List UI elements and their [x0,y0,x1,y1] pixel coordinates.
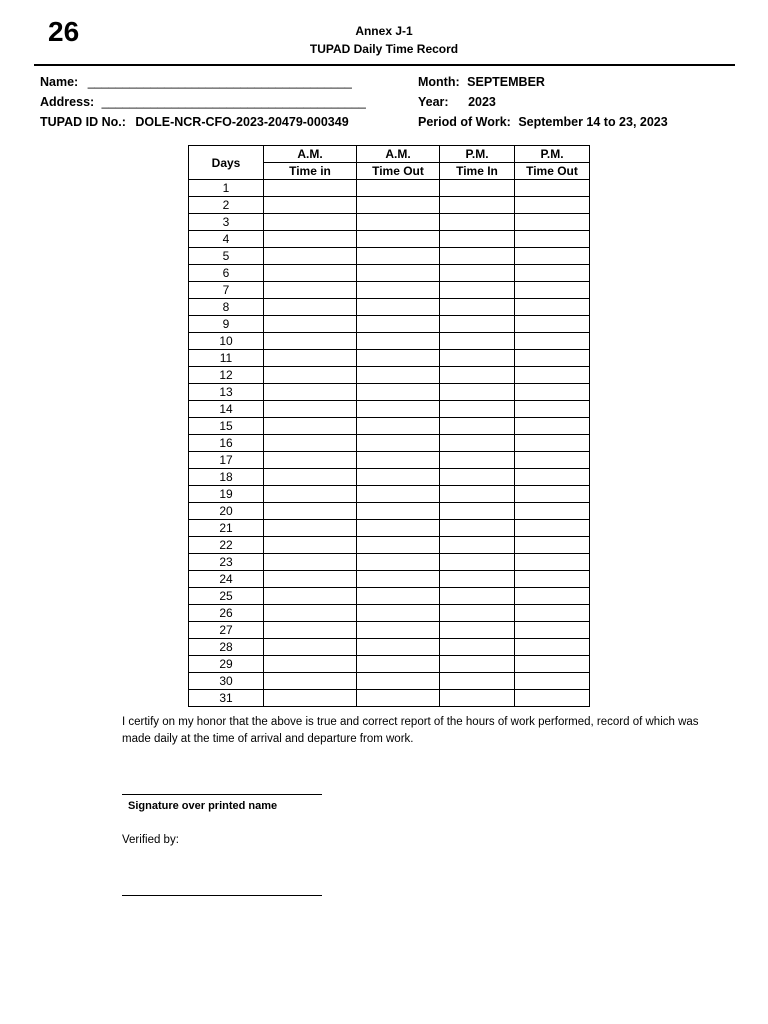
table-row [189,554,590,571]
year-row [418,95,496,109]
pm-time-in-cell[interactable] [440,248,515,265]
pm-time-in-cell[interactable] [440,690,515,707]
am-time-in-cell[interactable] [264,690,357,707]
am-time-in-cell[interactable] [264,469,357,486]
am-time-in-cell[interactable] [264,503,357,520]
am-time-in-cell[interactable] [264,316,357,333]
am-time-in-cell[interactable] [264,350,357,367]
am-time-in-cell[interactable] [264,265,357,282]
pm-time-in-cell[interactable] [440,656,515,673]
pm-time-out-cell[interactable] [515,503,590,520]
am-time-out-cell[interactable] [357,316,440,333]
pm-time-in-cell[interactable] [440,401,515,418]
tupad-id-label: TUPAD ID No.: [40,115,126,129]
am-time-out-cell[interactable] [357,214,440,231]
day-number: 22 [189,537,264,554]
table-row [189,418,590,435]
pm-time-in-cell[interactable] [440,231,515,248]
table-row [189,452,590,469]
name-label: Name: [40,75,79,89]
am-time-in-cell[interactable] [264,673,357,690]
day-number: 15 [189,418,264,435]
day-number: 5 [189,248,264,265]
pm-time-out-cell[interactable] [515,469,590,486]
table-row [189,622,590,639]
pm-time-out-cell[interactable] [515,384,590,401]
day-number: 6 [189,265,264,282]
address-line: ______________________________________ [101,95,366,109]
day-number: 12 [189,367,264,384]
pm-time-out-cell[interactable] [515,639,590,656]
annex-label: Annex J-1 [355,24,413,38]
year-label: Year: [418,95,449,109]
am-time-in-cell[interactable] [264,537,357,554]
am-time-out-cell[interactable] [357,639,440,656]
pm-time-out-cell[interactable] [515,486,590,503]
pm-time-in-cell[interactable] [440,282,515,299]
address-label: Address: [40,95,95,109]
pm-time-out-cell[interactable] [515,316,590,333]
table-row [189,197,590,214]
table-row [189,333,590,350]
pm-time-in-cell[interactable] [440,622,515,639]
pm-time-in-cell[interactable] [440,180,515,197]
am-time-in-cell[interactable] [264,656,357,673]
table-row [189,299,590,316]
table-row [189,690,590,707]
pm-time-in-cell[interactable] [440,673,515,690]
pm-time-in-cell[interactable] [440,469,515,486]
table-row [189,656,590,673]
table-row [189,231,590,248]
pm-time-out-cell[interactable] [515,214,590,231]
pm-time-out-cell[interactable] [515,452,590,469]
days-header: Days [189,146,264,180]
tupad-id-value: DOLE-NCR-CFO-2023-20479-000349 [135,115,349,129]
month-row [418,75,545,89]
pm-time-out-cell[interactable] [515,401,590,418]
am-time-in-cell[interactable] [264,384,357,401]
pm-header: P.M. [515,146,590,163]
month-value: SEPTEMBER [467,75,545,89]
day-number: 13 [189,384,264,401]
pm-time-out-cell[interactable] [515,248,590,265]
am-time-out-cell[interactable] [357,622,440,639]
day-number: 3 [189,214,264,231]
pm-time-out-cell[interactable] [515,690,590,707]
table-row [189,673,590,690]
pm-time-in-cell[interactable] [440,571,515,588]
am-time-out-cell[interactable] [357,588,440,605]
am-time-out-cell[interactable] [357,656,440,673]
am-time-in-cell[interactable] [264,333,357,350]
day-number: 10 [189,333,264,350]
day-number: 23 [189,554,264,571]
am-time-in-cell[interactable] [264,639,357,656]
pm-time-in-cell[interactable] [440,316,515,333]
time-record-table [188,145,590,707]
verified-by-label: Verified by: [122,834,179,846]
pm-time-out-cell[interactable] [515,622,590,639]
day-number: 29 [189,656,264,673]
table-row [189,639,590,656]
am-header: A.M. [264,146,357,163]
certification-text: I certify on my honor that the above is true and correct report of the hours of work performed, record of which was made daily at the time of arrival and departure from work. [122,716,699,745]
day-number: 27 [189,622,264,639]
am-time-out-cell[interactable] [357,520,440,537]
pm-time-out-cell[interactable] [515,656,590,673]
pm-time-out-cell[interactable] [515,435,590,452]
day-number: 16 [189,435,264,452]
am-time-in-cell[interactable] [264,486,357,503]
table-row [189,401,590,418]
pm-time-in-cell[interactable] [440,554,515,571]
am-time-out-cell[interactable] [357,350,440,367]
pm-time-out-cell[interactable] [515,554,590,571]
am-time-out-cell[interactable] [357,605,440,622]
period-label: Period of Work: [418,115,511,129]
pm-header: P.M. [440,146,515,163]
pm-time-out-cell[interactable] [515,673,590,690]
pm-time-in-cell[interactable] [440,384,515,401]
am-time-in-cell[interactable] [264,282,357,299]
am-time-out-cell[interactable] [357,537,440,554]
am-time-in-cell[interactable] [264,367,357,384]
am-time-in-cell[interactable] [264,520,357,537]
table-row [189,214,590,231]
am-time-in-cell[interactable] [264,452,357,469]
pm-time-out-cell[interactable] [515,537,590,554]
pm-time-in-cell[interactable] [440,639,515,656]
pm-time-in-cell[interactable] [440,299,515,316]
day-number: 7 [189,282,264,299]
table-row [189,180,590,197]
am-time-in-cell[interactable] [264,248,357,265]
am-time-in-cell[interactable] [264,605,357,622]
am-time-out-cell[interactable] [357,299,440,316]
pm-time-in-cell[interactable] [440,418,515,435]
table-row [189,503,590,520]
pm-time-in-cell[interactable] [440,367,515,384]
tupad-id-row [40,115,349,129]
am-time-out-cell[interactable] [357,248,440,265]
am-time-out-cell[interactable] [357,367,440,384]
day-number: 17 [189,452,264,469]
am-time-out-cell[interactable] [357,180,440,197]
signature-label: Signature over printed name [128,800,278,812]
month-label: Month: [418,75,460,89]
name-row [40,75,352,89]
am-time-out-cell[interactable] [357,384,440,401]
pm-time-out-cell[interactable] [515,588,590,605]
am-time-out-cell[interactable] [357,401,440,418]
pm-time-in-cell[interactable] [440,520,515,537]
day-number: 1 [189,180,264,197]
am-time-in-cell[interactable] [264,418,357,435]
day-number: 24 [189,571,264,588]
pm-time-in-cell[interactable] [440,333,515,350]
pm-time-out-cell[interactable] [515,333,590,350]
am-time-out-cell[interactable] [357,673,440,690]
am-time-out-cell[interactable] [357,452,440,469]
day-number: 8 [189,299,264,316]
pm-time-in-cell[interactable] [440,486,515,503]
day-number: 14 [189,401,264,418]
period-value: September 14 to 23, 2023 [518,115,668,129]
am-time-out-cell[interactable] [357,469,440,486]
pm-time-out-cell[interactable] [515,299,590,316]
am-time-out-header: Time Out [357,163,440,180]
pm-time-out-cell[interactable] [515,350,590,367]
day-number: 4 [189,231,264,248]
am-time-out-cell[interactable] [357,486,440,503]
day-number: 18 [189,469,264,486]
table-row [189,248,590,265]
time-record-body [189,180,590,707]
pm-time-in-cell[interactable] [440,537,515,554]
am-time-out-cell[interactable] [357,265,440,282]
pm-time-in-cell[interactable] [440,214,515,231]
pm-time-in-cell[interactable] [440,350,515,367]
table-row [189,384,590,401]
am-header: A.M. [357,146,440,163]
pm-time-in-cell[interactable] [440,503,515,520]
am-time-in-cell[interactable] [264,571,357,588]
am-time-out-cell[interactable] [357,690,440,707]
pm-time-out-cell[interactable] [515,571,590,588]
pm-time-out-cell[interactable] [515,197,590,214]
table-row [189,282,590,299]
am-time-out-cell[interactable] [357,571,440,588]
pm-time-in-cell[interactable] [440,588,515,605]
day-number: 31 [189,690,264,707]
day-number: 28 [189,639,264,656]
day-number: 11 [189,350,264,367]
pm-time-in-cell[interactable] [440,605,515,622]
table-row [189,367,590,384]
day-number: 9 [189,316,264,333]
pm-time-out-cell[interactable] [515,605,590,622]
am-time-in-cell[interactable] [264,588,357,605]
document-title: TUPAD Daily Time Record [309,42,459,56]
am-time-in-cell[interactable] [264,231,357,248]
table-row [189,588,590,605]
pm-time-out-cell[interactable] [515,520,590,537]
am-time-in-cell[interactable] [264,197,357,214]
pm-time-in-cell[interactable] [440,197,515,214]
header-divider [34,64,735,66]
day-number: 26 [189,605,264,622]
pm-time-out-cell[interactable] [515,180,590,197]
am-time-out-cell[interactable] [357,282,440,299]
pm-time-out-cell[interactable] [515,265,590,282]
verifier-signature-line [122,895,322,896]
table-row [189,537,590,554]
pm-time-out-cell[interactable] [515,367,590,384]
am-time-out-cell[interactable] [357,333,440,350]
table-row [189,316,590,333]
am-time-out-cell[interactable] [357,418,440,435]
table-row [189,520,590,537]
day-number: 21 [189,520,264,537]
address-row [40,95,366,109]
am-time-out-cell[interactable] [357,435,440,452]
pm-time-out-header: Time Out [515,163,590,180]
day-number: 30 [189,673,264,690]
pm-time-in-header: Time In [440,163,515,180]
name-line: ______________________________________ [87,75,352,89]
am-time-in-cell[interactable] [264,401,357,418]
am-time-out-cell[interactable] [357,503,440,520]
am-time-in-cell[interactable] [264,180,357,197]
page-number: 26 [48,16,80,47]
table-row [189,486,590,503]
table-row [189,435,590,452]
table-row [189,265,590,282]
pm-time-out-cell[interactable] [515,282,590,299]
period-row [418,115,668,129]
year-value: 2023 [468,95,496,109]
am-time-out-cell[interactable] [357,554,440,571]
table-row [189,350,590,367]
pm-time-in-cell[interactable] [440,265,515,282]
day-number: 2 [189,197,264,214]
am-time-in-cell[interactable] [264,622,357,639]
day-number: 25 [189,588,264,605]
am-time-out-cell[interactable] [357,231,440,248]
am-time-in-cell[interactable] [264,435,357,452]
pm-time-out-cell[interactable] [515,418,590,435]
pm-time-in-cell[interactable] [440,452,515,469]
pm-time-in-cell[interactable] [440,435,515,452]
day-number: 20 [189,503,264,520]
table-row [189,571,590,588]
am-time-out-cell[interactable] [357,197,440,214]
am-time-in-cell[interactable] [264,554,357,571]
am-time-in-cell[interactable] [264,214,357,231]
day-number: 19 [189,486,264,503]
am-time-in-header: Time in [264,163,357,180]
table-row [189,605,590,622]
pm-time-out-cell[interactable] [515,231,590,248]
table-row [189,469,590,486]
am-time-in-cell[interactable] [264,299,357,316]
signature-line [122,794,322,795]
